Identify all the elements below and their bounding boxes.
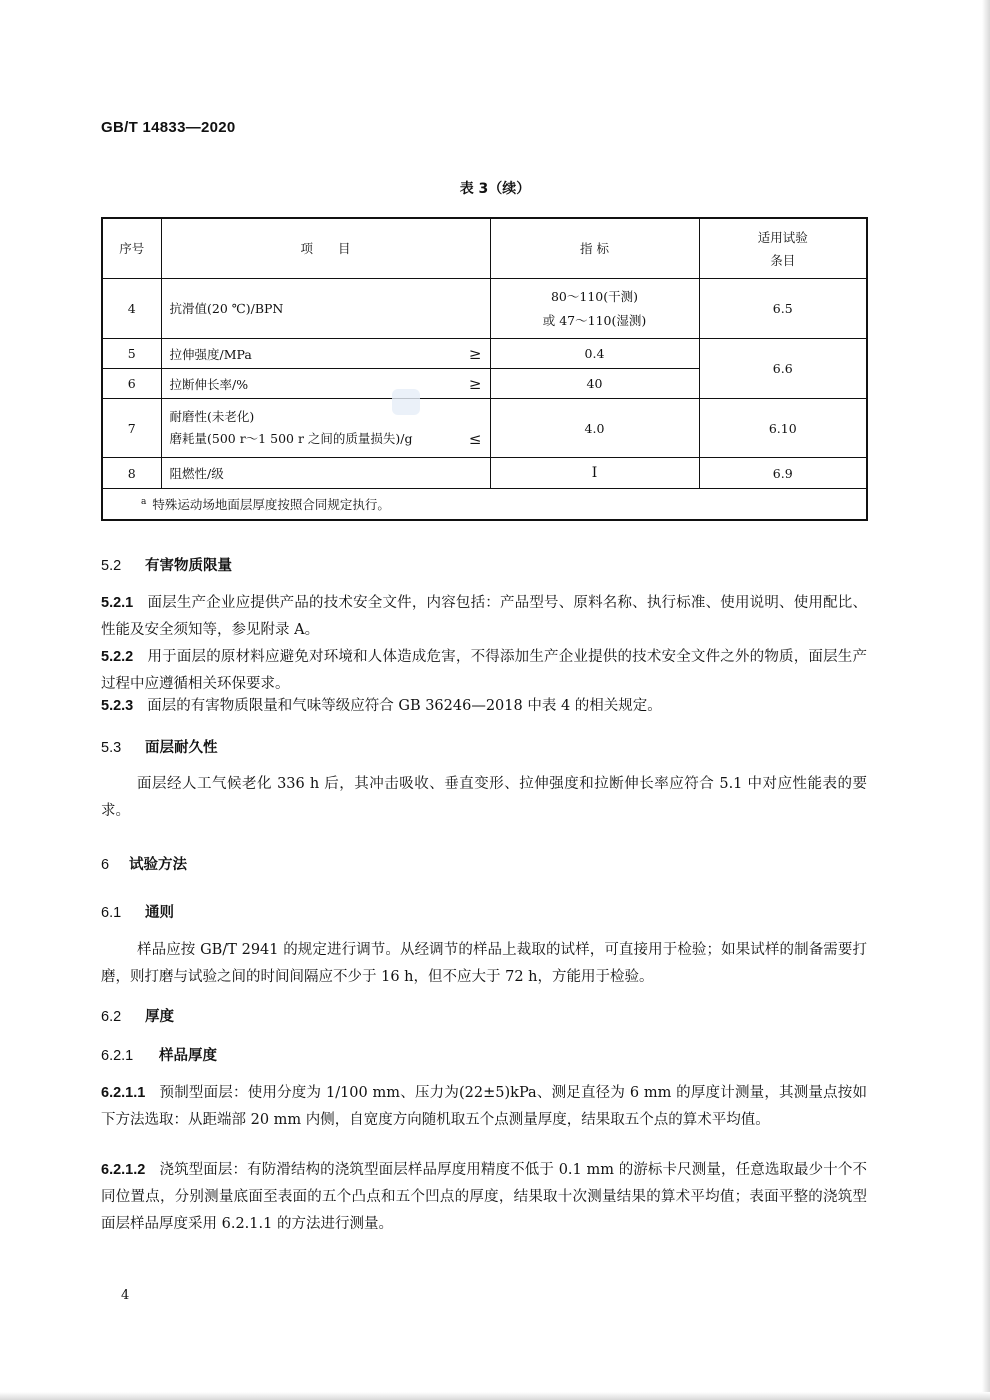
clause-number: 6.2.1.2 xyxy=(101,1162,146,1178)
cell-indicator: Ⅰ xyxy=(490,458,699,489)
spec-table xyxy=(101,217,868,521)
cell-clause: 6.9 xyxy=(699,458,867,489)
cell-indicator: 40 xyxy=(490,369,699,399)
paragraph-6-2-1-2 xyxy=(101,1157,867,1238)
paragraph-6-1: 样品应按 GB/T 2941 的规定进行调节。从经调节的样品上裁取的试样，可直接用于检验；如果试样的制备需要打磨，则打磨与试验之间的时间间隔应不少于 16 h，但不应大于 72 h，方能用于检验。 xyxy=(101,942,867,985)
paragraph-text: 用于面层的原材料应避免对环境和人体造成危害，不得添加生产企业提供的技术安全文件之外的物质，面层生产过程中应遵循相关环保要求。 xyxy=(101,649,867,692)
section-number: 5.3 xyxy=(101,740,122,756)
header-seq: 序号 xyxy=(102,218,161,279)
paragraph-5-2-3 xyxy=(101,693,867,720)
clause-number: 5.2.2 xyxy=(101,649,134,665)
clause-number: 5.2.1 xyxy=(101,595,134,611)
section-heading-6 xyxy=(101,853,187,874)
table-row xyxy=(102,279,867,339)
section-number: 6.2 xyxy=(101,1009,122,1025)
item-line: 阻燃性/级 xyxy=(169,466,224,481)
table-row xyxy=(102,339,867,369)
section-title: 试验方法 xyxy=(129,857,187,873)
item-line: 拉伸强度/MPa xyxy=(169,346,252,362)
cell-item xyxy=(161,339,490,369)
section-number: 6.2.1 xyxy=(101,1048,134,1064)
section-title: 厚度 xyxy=(145,1009,174,1025)
greater-equal-symbol: ≥ xyxy=(468,374,482,393)
cell-clause: 6.6 xyxy=(699,339,867,399)
cell-indicator xyxy=(490,279,699,339)
less-equal-symbol: ≤ xyxy=(468,430,482,448)
cell-indicator: 4.0 xyxy=(490,399,699,458)
section-title: 通则 xyxy=(145,905,174,921)
section-title: 样品厚度 xyxy=(159,1048,217,1064)
table-footnote-row xyxy=(102,489,867,521)
indicator-line: 或 47～110(湿测) xyxy=(542,312,647,328)
paragraph-5-2-1 xyxy=(101,590,867,644)
cell-seq: 8 xyxy=(102,458,161,489)
header-item: 项 目 xyxy=(161,218,490,279)
header-indicator: 指 标 xyxy=(490,218,699,279)
watermark-logo xyxy=(392,389,420,415)
page-edge-shadow-right xyxy=(982,0,990,1400)
table-row xyxy=(102,399,867,458)
header-clause xyxy=(699,218,867,279)
greater-equal-symbol: ≥ xyxy=(468,344,482,363)
indicator-line: 80～110(干测) xyxy=(550,288,639,304)
paragraph-text: 面层的有害物质限量和气味等级应符合 GB 36246—2018 中表 4 的相关规定。 xyxy=(147,698,662,714)
paragraph-text: 面层生产企业应提供产品的技术安全文件，内容包括：产品型号、原料名称、执行标准、使用说明、使用配比、性能及安全须知等，参见附录 A。 xyxy=(101,595,867,638)
item-line: 拉断伸长率/% xyxy=(169,376,249,392)
header-clause-line2: 条目 xyxy=(770,252,796,268)
table-header-row xyxy=(102,218,867,279)
cell-item xyxy=(161,369,490,399)
standard-code-header: GB/T 14833—2020 xyxy=(101,119,236,136)
section-heading-5-3 xyxy=(101,736,218,757)
section-title: 有害物质限量 xyxy=(145,558,232,574)
section-title: 面层耐久性 xyxy=(145,740,218,756)
cell-seq: 6 xyxy=(102,369,161,399)
table-row xyxy=(102,458,867,489)
clause-number: 6.2.1.1 xyxy=(101,1085,146,1101)
footnote-text: 特殊运动场地面层厚度按照合同规定执行。 xyxy=(152,497,390,512)
table-caption: 表 3（续） xyxy=(459,181,531,197)
paragraph-text: 预制型面层：使用分度为 1/100 mm、压力为(22±5)kPa、测足直径为 6 mm 的厚度计测量，其测量点按如下方法选取：从距端部 20 mm 内侧，自宽度方向随机取五个点测量厚度，结果取五个点的算术平均值。 xyxy=(101,1085,867,1128)
cell-seq: 5 xyxy=(102,339,161,369)
item-line: 抗滑值(20 ℃)/BPN xyxy=(169,300,284,316)
cell-seq: 4 xyxy=(102,279,161,339)
section-heading-6-2 xyxy=(101,1005,174,1026)
cell-item xyxy=(161,279,490,339)
header-clause-line1: 适用试验 xyxy=(757,229,808,245)
cell-clause: 6.10 xyxy=(699,399,867,458)
page-number: 4 xyxy=(121,1288,130,1303)
cell-indicator: 0.4 xyxy=(490,339,699,369)
section-number: 6.1 xyxy=(101,905,122,921)
section-number: 5.2 xyxy=(101,558,122,574)
section-heading-6-2-1 xyxy=(101,1044,217,1065)
paragraph-6-2-1-1 xyxy=(101,1080,867,1134)
paragraph-text: 浇筑型面层：有防滑结构的浇筑型面层样品厚度用精度不低于 0.1 mm 的游标卡尺测量，任意选取最少十个不同位置点，分别测量底面至表面的五个凸点和五个凹点的厚度，结果取十次测量结果的算术平均值；表面平整的浇筑型面层样品厚度采用 6.2.1.1 的方法进行测量。 xyxy=(101,1162,867,1232)
cell-seq: 7 xyxy=(102,399,161,458)
cell-item xyxy=(161,399,490,458)
section-number: 6 xyxy=(101,857,110,873)
cell-clause: 6.5 xyxy=(699,279,867,339)
cell-item xyxy=(161,458,490,489)
paragraph-5-2-2 xyxy=(101,644,867,698)
section-heading-5-2 xyxy=(101,554,232,575)
section-heading-6-1 xyxy=(101,901,174,922)
table-footnote xyxy=(102,489,867,521)
item-line: 磨耗量(500 r～1 500 r 之间的质量损失)/g xyxy=(169,431,413,446)
clause-number: 5.2.3 xyxy=(101,698,134,714)
page-edge-shadow-bottom xyxy=(0,1392,990,1400)
item-line: 耐磨性(未老化) xyxy=(169,409,255,424)
footnote-mark: a xyxy=(141,496,147,507)
paragraph-5-3: 面层经人工气候老化 336 h 后，其冲击吸收、垂直变形、拉伸强度和拉断伸长率应符合 5.1 中对应性能表的要求。 xyxy=(101,776,867,819)
